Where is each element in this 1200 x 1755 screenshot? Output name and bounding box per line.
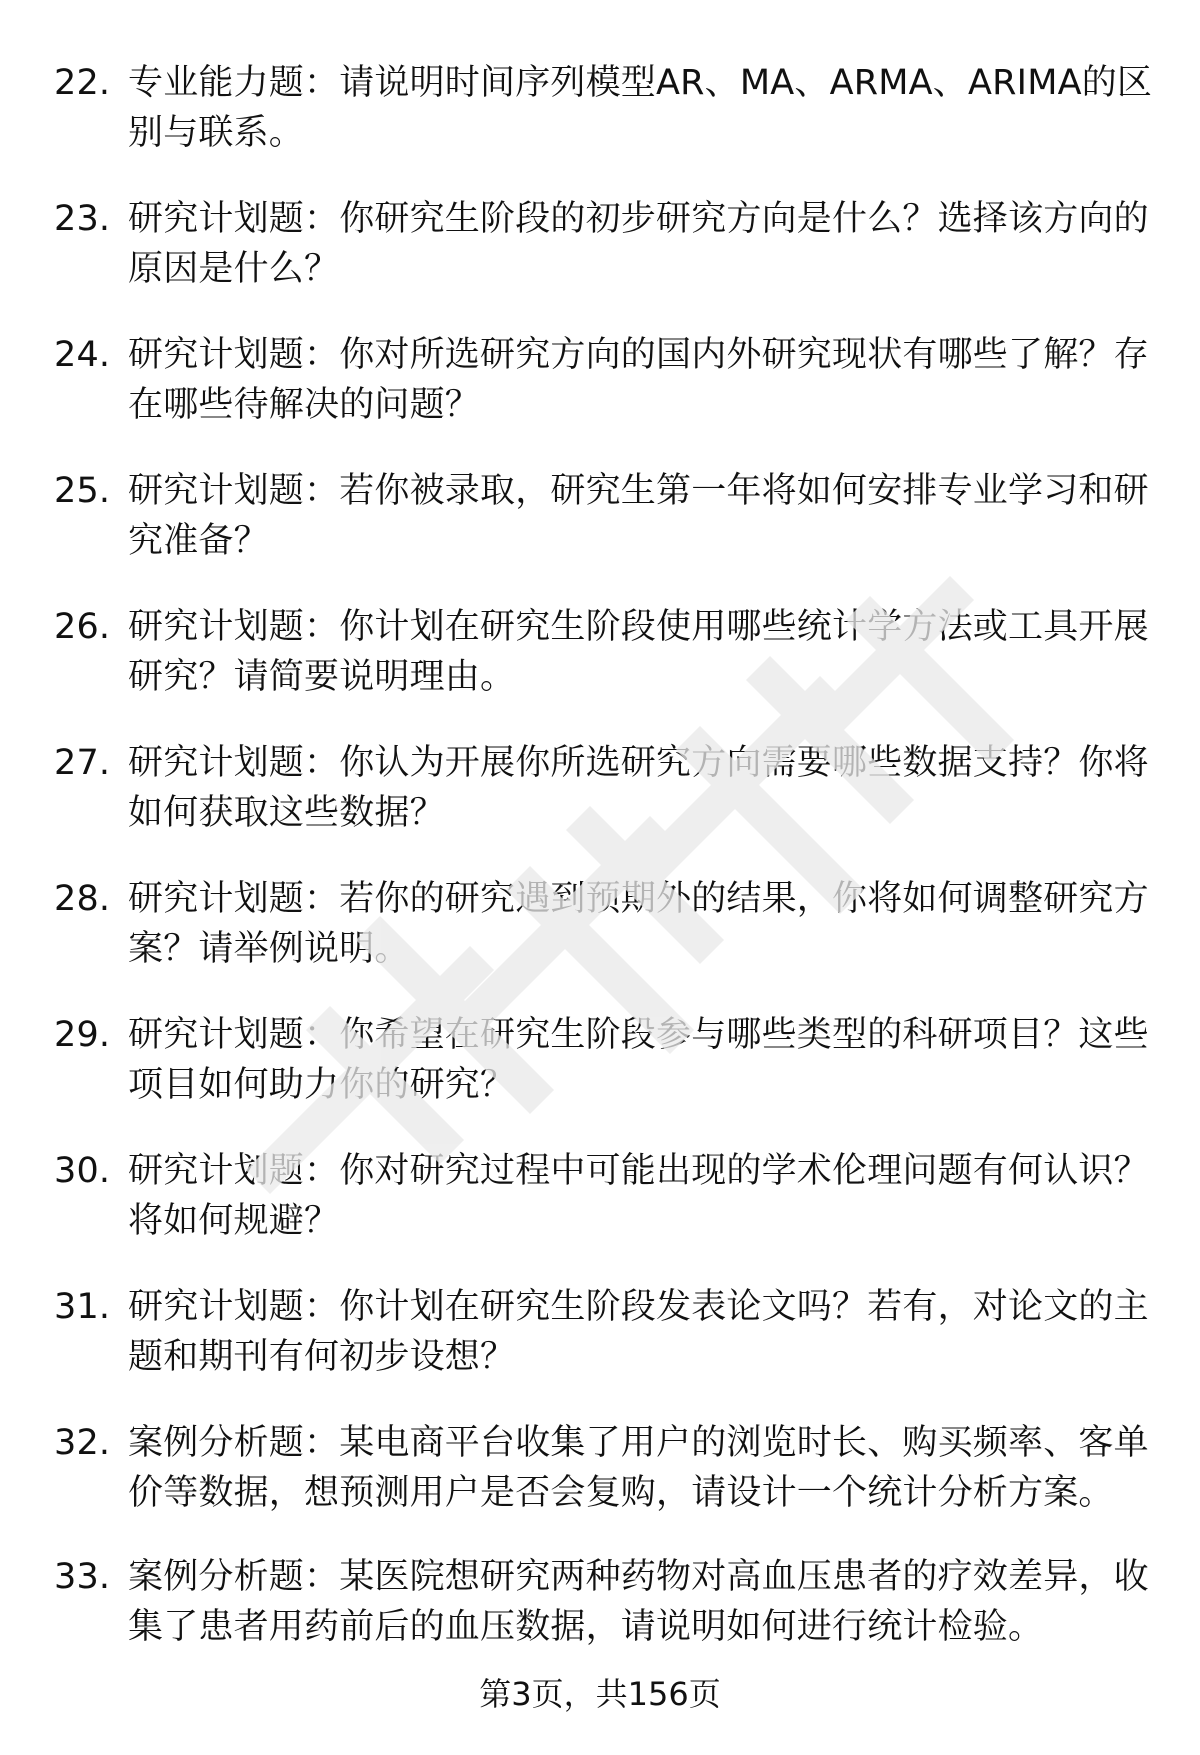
question-list — [0, 58, 1200, 1688]
list-item — [0, 1146, 1200, 1246]
list-item — [0, 1010, 1200, 1110]
question-text: 研究计划题：若你的研究遇到预期外的结果，你将如何调整研究方案？请举例说明。 — [128, 879, 1149, 969]
question-number: 30. — [54, 1151, 111, 1191]
list-item — [0, 330, 1200, 430]
list-item — [0, 58, 1200, 158]
page-footer: 第3页，共156页 — [479, 1675, 721, 1713]
question-text: 研究计划题：你希望在研究生阶段参与哪些类型的科研项目？这些项目如何助力你的研究？ — [128, 1015, 1149, 1105]
question-number: 28. — [54, 879, 111, 919]
question-text: 研究计划题：你对所选研究方向的国内外研究现状有哪些了解？存在哪些待解决的问题？ — [128, 335, 1149, 425]
list-item — [0, 1418, 1200, 1518]
list-item — [0, 874, 1200, 974]
question-text: 研究计划题：若你被录取，研究生第一年将如何安排专业学习和研究准备？ — [128, 471, 1149, 561]
question-text: 案例分析题：某电商平台收集了用户的浏览时长、购买频率、客单价等数据，想预测用户是否会复购，请设计一个统计分析方案。 — [128, 1423, 1149, 1513]
question-number: 22. — [54, 63, 111, 103]
question-text: 研究计划题：你计划在研究生阶段发表论文吗？若有，对论文的主题和期刊有何初步设想？ — [128, 1287, 1149, 1377]
question-text: 研究计划题：你认为开展你所选研究方向需要哪些数据支持？你将如何获取这些数据？ — [128, 743, 1149, 833]
question-text: 研究计划题：你对研究过程中可能出现的学术伦理问题有何认识？将如何规避？ — [128, 1151, 1149, 1241]
question-number: 27. — [54, 743, 111, 783]
question-number: 29. — [54, 1015, 111, 1055]
question-text: 研究计划题：你计划在研究生阶段使用哪些统计学方法或工具开展研究？请简要说明理由。 — [128, 607, 1149, 697]
question-number: 26. — [54, 607, 111, 647]
question-text: 专业能力题：请说明时间序列模型AR、MA、ARMA、ARIMA的区别与联系。 — [128, 63, 1153, 153]
list-item — [0, 194, 1200, 294]
list-item — [0, 466, 1200, 566]
question-number: 23. — [54, 199, 111, 239]
question-number: 24. — [54, 335, 111, 375]
question-number: 32. — [54, 1423, 111, 1463]
question-number: 33. — [54, 1557, 111, 1597]
list-item — [0, 602, 1200, 702]
question-text: 案例分析题：某医院想研究两种药物对高血压患者的疗效差异，收集了患者用药前后的血压数据，请说明如何进行统计检验。 — [128, 1557, 1149, 1647]
question-number: 25. — [54, 471, 111, 511]
list-item — [0, 1282, 1200, 1382]
question-text: 研究计划题：你研究生阶段的初步研究方向是什么？选择该方向的原因是什么？ — [128, 199, 1149, 289]
list-item — [0, 1552, 1200, 1652]
question-number: 31. — [54, 1287, 111, 1327]
list-item — [0, 738, 1200, 838]
